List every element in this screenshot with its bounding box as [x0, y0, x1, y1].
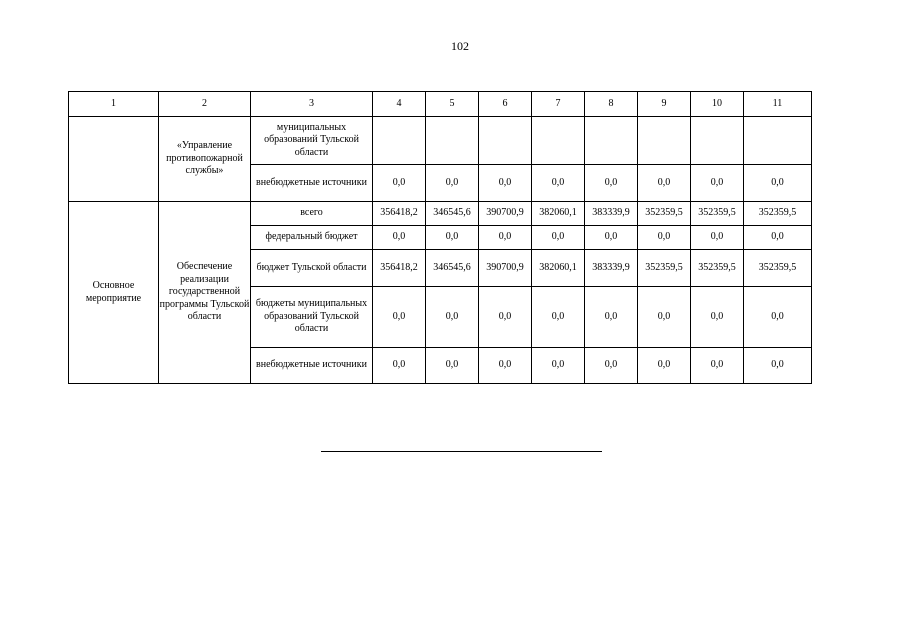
value-cell: 346545,6	[426, 250, 479, 287]
value-cell: 352359,5	[638, 250, 691, 287]
value-cell: 0,0	[585, 226, 638, 250]
header-col-8: 8	[585, 92, 638, 117]
value-cell: 0,0	[691, 226, 744, 250]
value-cell: 0,0	[532, 287, 585, 348]
responsible-cell: «Управление противопожарной службы»	[159, 117, 251, 202]
value-cell: 0,0	[638, 165, 691, 202]
header-col-1: 1	[69, 92, 159, 117]
value-cell: 0,0	[585, 287, 638, 348]
header-col-7: 7	[532, 92, 585, 117]
funding-source-cell: федеральный бюджет	[251, 226, 373, 250]
funding-source-cell: бюджеты муниципальных образований Тульской области	[251, 287, 373, 348]
value-cell: 352359,5	[744, 250, 812, 287]
header-col-4: 4	[373, 92, 426, 117]
table-header-row	[69, 92, 812, 117]
page-number: 102	[451, 39, 469, 53]
header-col-3: 3	[251, 92, 373, 117]
value-cell: 0,0	[691, 287, 744, 348]
value-cell: 390700,9	[479, 202, 532, 226]
funding-source-cell: внебюджетные источники	[251, 348, 373, 384]
funding-source-cell: бюджет Тульской области	[251, 250, 373, 287]
value-cell-empty	[585, 117, 638, 165]
header-col-2: 2	[159, 92, 251, 117]
header-col-10: 10	[691, 92, 744, 117]
funding-source-cell: всего	[251, 202, 373, 226]
value-cell: 0,0	[373, 165, 426, 202]
value-cell: 0,0	[585, 165, 638, 202]
value-cell: 383339,9	[585, 250, 638, 287]
value-cell: 0,0	[638, 348, 691, 384]
budget-table	[68, 91, 812, 384]
value-cell: 0,0	[638, 226, 691, 250]
value-cell: 352359,5	[691, 202, 744, 226]
value-cell: 382060,1	[532, 250, 585, 287]
table-row	[69, 202, 812, 226]
value-cell: 0,0	[426, 165, 479, 202]
table-row	[69, 117, 812, 165]
value-cell: 0,0	[532, 348, 585, 384]
value-cell-empty	[744, 117, 812, 165]
value-cell: 0,0	[373, 226, 426, 250]
value-cell-empty	[426, 117, 479, 165]
header-col-6: 6	[479, 92, 532, 117]
separator-line	[321, 451, 602, 452]
value-cell: 0,0	[426, 287, 479, 348]
value-cell: 0,0	[691, 348, 744, 384]
value-cell: 0,0	[532, 165, 585, 202]
value-cell: 0,0	[744, 348, 812, 384]
value-cell-empty	[691, 117, 744, 165]
value-cell: 0,0	[479, 165, 532, 202]
value-cell-empty	[638, 117, 691, 165]
value-cell: 0,0	[426, 348, 479, 384]
value-cell: 352359,5	[638, 202, 691, 226]
value-cell: 382060,1	[532, 202, 585, 226]
value-cell: 383339,9	[585, 202, 638, 226]
value-cell-empty	[532, 117, 585, 165]
value-cell: 0,0	[373, 287, 426, 348]
measure-name-cell: Обеспечение реализации государственной программы Тульской области	[159, 202, 251, 384]
value-cell: 352359,5	[691, 250, 744, 287]
header-col-11: 11	[744, 92, 812, 117]
value-cell: 356418,2	[373, 250, 426, 287]
header-col-9: 9	[638, 92, 691, 117]
value-cell: 0,0	[373, 348, 426, 384]
value-cell: 0,0	[479, 226, 532, 250]
value-cell: 346545,6	[426, 202, 479, 226]
value-cell: 0,0	[744, 165, 812, 202]
header-col-5: 5	[426, 92, 479, 117]
funding-source-cell: внебюджетные источники	[251, 165, 373, 202]
measure-type-cell-empty	[69, 117, 159, 202]
value-cell: 0,0	[585, 348, 638, 384]
value-cell: 352359,5	[744, 202, 812, 226]
value-cell: 0,0	[426, 226, 479, 250]
value-cell: 0,0	[744, 287, 812, 348]
value-cell: 356418,2	[373, 202, 426, 226]
value-cell: 0,0	[532, 226, 585, 250]
value-cell-empty	[373, 117, 426, 165]
funding-source-cell: муниципальных образований Тульской области	[251, 117, 373, 165]
value-cell: 0,0	[479, 348, 532, 384]
measure-type-cell: Основное мероприятие	[69, 202, 159, 384]
value-cell: 0,0	[744, 226, 812, 250]
value-cell: 0,0	[638, 287, 691, 348]
value-cell: 0,0	[691, 165, 744, 202]
value-cell: 0,0	[479, 287, 532, 348]
value-cell: 390700,9	[479, 250, 532, 287]
value-cell-empty	[479, 117, 532, 165]
